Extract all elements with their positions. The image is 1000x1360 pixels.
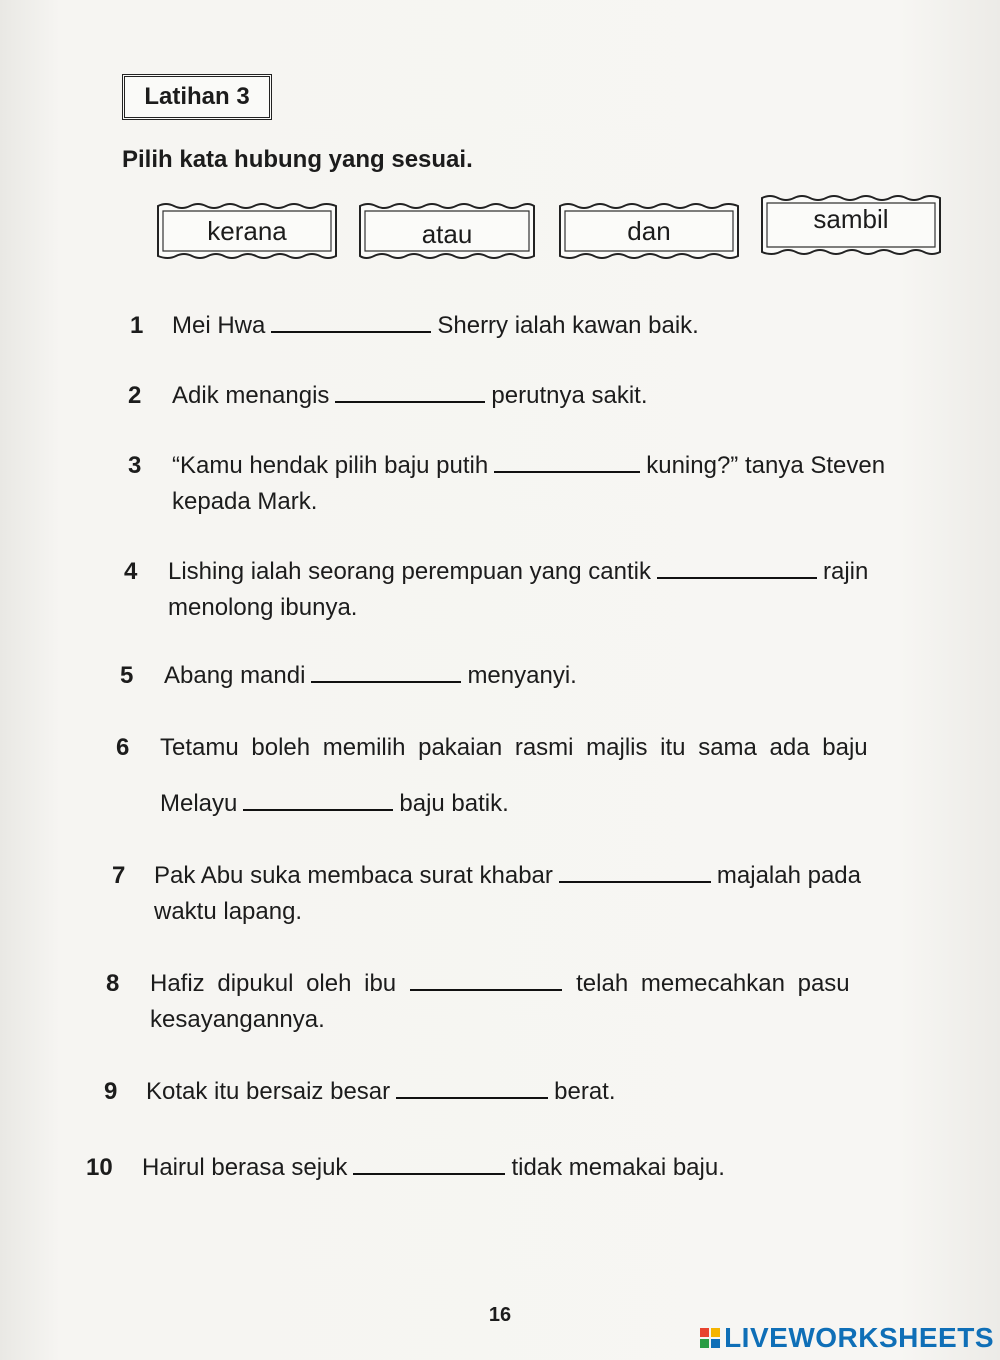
- question-5: 5 Abang mandi menyanyi.: [120, 658, 577, 694]
- word-bank-item-sambil: [758, 192, 944, 254]
- answer-blank[interactable]: [311, 663, 461, 683]
- liveworksheets-logo: [700, 1322, 994, 1354]
- word-bank-label: kerana: [207, 215, 287, 246]
- question-number: 7: [112, 862, 126, 889]
- question-6-line-2: Melayu baju batik.: [160, 790, 509, 817]
- question-number: 5: [120, 662, 134, 689]
- question-number: 9: [104, 1078, 118, 1105]
- question-number: 8: [106, 970, 120, 997]
- word-bank-label: sambil: [813, 203, 889, 234]
- answer-blank[interactable]: [353, 1155, 505, 1175]
- word-bank-label: dan: [627, 215, 671, 246]
- answer-blank[interactable]: [396, 1079, 548, 1099]
- question-number: 1: [130, 312, 144, 339]
- question-7: 7 Pak Abu suka membaca surat khabar majalah pada waktu lapang.: [112, 858, 861, 930]
- logo-grid-icon: [700, 1328, 720, 1348]
- question-number: 4: [124, 558, 138, 585]
- question-number: 6: [116, 734, 130, 761]
- question-6: 6 Tetamu boleh memilih pakaian rasmi majlis itu sama ada baju: [116, 730, 868, 766]
- logo-text: LIVEWORKSHEETS: [724, 1322, 994, 1353]
- answer-blank[interactable]: [559, 863, 711, 883]
- question-8: 8 Hafiz dipukul oleh ibu telah memecahkan pasu kesayangannya.: [106, 966, 850, 1038]
- word-bank-item-dan: [556, 200, 742, 262]
- answer-blank[interactable]: [243, 791, 393, 811]
- question-2: 2 Adik menangis perutnya sakit.: [128, 378, 648, 414]
- word-bank-item-atau: [356, 200, 538, 262]
- answer-blank[interactable]: [494, 453, 640, 473]
- question-9: 9 Kotak itu bersaiz besar berat.: [104, 1074, 616, 1110]
- question-4: 4 Lishing ialah seorang perempuan yang cantik rajin menolong ibunya.: [124, 554, 868, 626]
- word-bank-item-kerana: [154, 200, 340, 262]
- page-number: 16: [488, 1304, 512, 1326]
- answer-blank[interactable]: [657, 559, 817, 579]
- exercise-title: [122, 74, 272, 120]
- word-bank-label: atau: [421, 218, 473, 249]
- question-number: 3: [128, 452, 142, 479]
- question-number: 2: [128, 382, 142, 409]
- answer-blank[interactable]: [410, 971, 562, 991]
- instruction: Pilih kata hubung yang sesuai.: [122, 146, 473, 173]
- question-number: 10: [86, 1154, 113, 1181]
- question-1: 1 Mei Hwa Sherry ialah kawan baik.: [130, 308, 699, 344]
- question-3: 3 “Kamu hendak pilih baju putih kuning?” tanya Steven kepada Mark.: [128, 448, 885, 520]
- answer-blank[interactable]: [335, 383, 485, 403]
- exercise-title-text: Latihan 3: [144, 83, 250, 110]
- answer-blank[interactable]: [271, 313, 431, 333]
- question-10: 10 Hairul berasa sejuk tidak memakai baju.: [86, 1150, 725, 1186]
